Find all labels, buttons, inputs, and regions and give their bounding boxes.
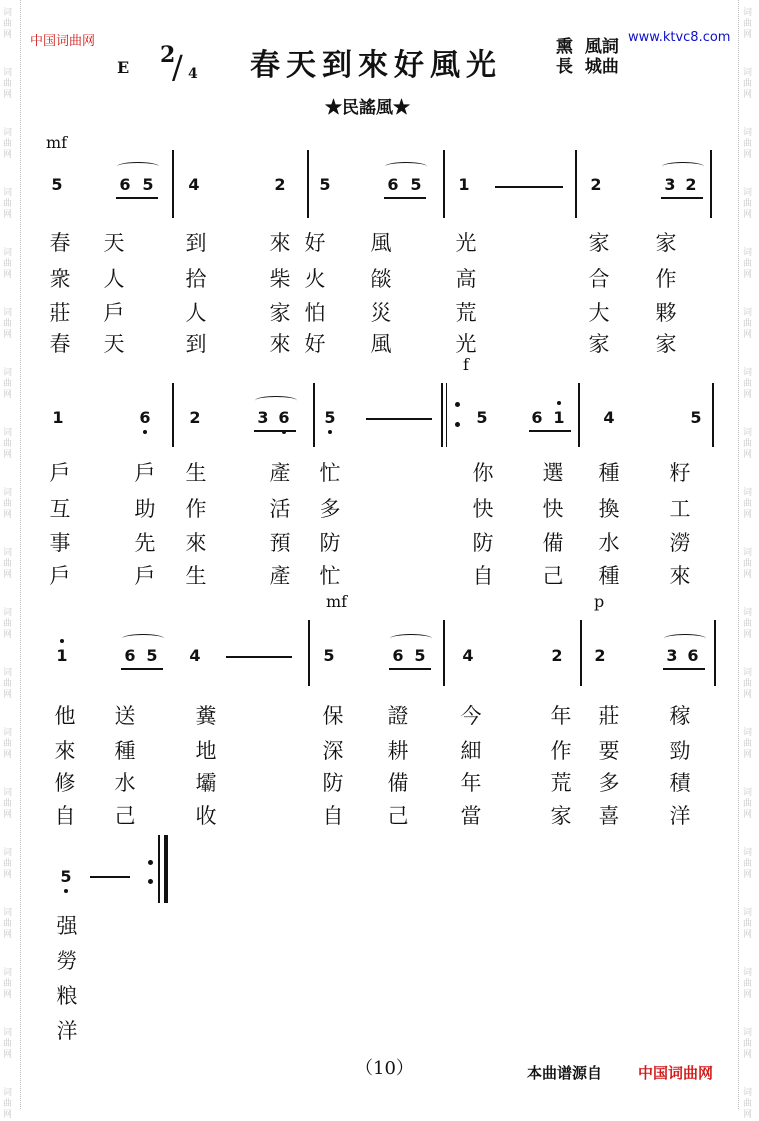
dynamic-f: f (463, 355, 469, 374)
lyric: 春 (49, 332, 71, 356)
note: 5 (142, 175, 154, 194)
barline (308, 620, 310, 686)
lyric: 當 (460, 804, 482, 828)
note: 5 (476, 408, 488, 427)
composer-credit: 長 城曲 (556, 57, 619, 77)
lyric: 壩 (195, 771, 217, 795)
lyric: 合 (588, 267, 610, 291)
lyric: 人 (185, 301, 207, 325)
lyric: 風 (370, 231, 392, 255)
watermark-glyph: 词 曲 网 (3, 848, 13, 880)
lyric: 柴 (269, 267, 291, 291)
lyric: 光 (455, 231, 477, 255)
note: 3 (666, 646, 678, 665)
barline (307, 150, 309, 218)
lyric: 互 (49, 497, 71, 521)
page-number: （10） (355, 1058, 414, 1079)
beam-underline (663, 668, 705, 670)
lyric: 家 (655, 332, 677, 356)
lyric: 生 (185, 564, 207, 588)
repeat-dot (148, 860, 153, 865)
lyric: 怕 (304, 301, 326, 325)
barline (172, 150, 174, 218)
note: 6 (272, 408, 296, 427)
repeat-dot (455, 422, 460, 427)
note: 3 (257, 408, 269, 427)
lyric: 預 (269, 531, 291, 555)
watermark-glyph: 词 曲 网 (743, 848, 753, 880)
watermark-glyph: 词 曲 网 (3, 1028, 13, 1060)
lyric: 地 (195, 739, 217, 763)
barline (714, 620, 716, 686)
barline (446, 383, 447, 447)
lyric: 要 (598, 739, 620, 763)
lyric: 種 (114, 739, 136, 763)
note: 6 (387, 175, 399, 194)
lyric: 到 (185, 231, 207, 255)
watermark-glyph: 词 曲 网 (743, 68, 753, 100)
barline (580, 620, 582, 686)
watermark-glyph: 词 曲 网 (3, 968, 13, 1000)
site-brand-left[interactable]: 中国词曲网 (30, 34, 96, 49)
watermark-glyph: 词 曲 网 (3, 188, 13, 220)
watermark-glyph: 词 曲 网 (743, 1088, 753, 1120)
lyric: 作 (185, 497, 207, 521)
lyric: 備 (542, 531, 564, 555)
lyric: 春 (49, 231, 71, 255)
lyric: 助 (134, 497, 156, 521)
time-sig-top: 2 (160, 42, 176, 68)
lyric: 保 (322, 704, 344, 728)
lyric: 來 (185, 531, 207, 555)
lyric: 戶 (134, 564, 156, 588)
watermark-glyph: 词 曲 网 (3, 788, 13, 820)
dynamic-p: p (594, 592, 605, 611)
lyric: 火 (304, 267, 326, 291)
beam-underline (389, 668, 431, 670)
lyric: 强 (56, 914, 78, 938)
lyric: 積 (669, 771, 691, 795)
slur-arc (385, 162, 427, 171)
barline (172, 383, 174, 447)
lyric: 莊 (49, 301, 71, 325)
note: 2 (594, 646, 606, 665)
watermark-glyph: 词 曲 网 (3, 1088, 13, 1120)
watermark-glyph: 词 曲 网 (743, 8, 753, 40)
note: 6 (124, 646, 136, 665)
lyric: 種 (598, 461, 620, 485)
watermark-glyph: 词 曲 网 (3, 248, 13, 280)
barline (164, 835, 168, 903)
barline (710, 150, 712, 218)
note: 1 (547, 408, 571, 427)
slur-arc (662, 162, 704, 171)
note: 2 (590, 175, 602, 194)
lyric: 他 (54, 704, 76, 728)
lyric: 忙 (319, 461, 341, 485)
lyric: 粮 (56, 984, 78, 1008)
lyric: 衆 (49, 267, 71, 291)
repeat-dot (455, 402, 460, 407)
watermark-glyph: 词 曲 网 (3, 728, 13, 760)
lyric: 戶 (103, 301, 125, 325)
site-url-right[interactable]: www.ktvc8.com (628, 30, 731, 45)
lyric: 己 (387, 804, 409, 828)
lyric: 勁 (669, 739, 691, 763)
note: 2 (274, 175, 286, 194)
lyric: 換 (598, 497, 620, 521)
note: 2 (685, 175, 697, 194)
note: 6 (531, 408, 543, 427)
lyric: 風 (370, 332, 392, 356)
watermark-glyph: 词 曲 网 (3, 128, 13, 160)
slur-arc (390, 634, 432, 643)
lyric: 選 (542, 461, 564, 485)
key-signature: E (117, 58, 130, 77)
note: 2 (189, 408, 201, 427)
lyric: 防 (319, 531, 341, 555)
lyric: 己 (542, 564, 564, 588)
lyric: 快 (542, 497, 564, 521)
watermark-glyph: 词 曲 网 (3, 368, 13, 400)
lyric: 細 (460, 739, 482, 763)
watermark-glyph: 词 曲 网 (3, 608, 13, 640)
lyric: 光 (455, 332, 477, 356)
watermark-glyph: 词 曲 网 (3, 548, 13, 580)
note: 5 (319, 175, 331, 194)
note: 6 (687, 646, 699, 665)
barline (443, 620, 445, 686)
barline (443, 150, 445, 218)
note: 6 (133, 408, 157, 427)
watermark-glyph: 词 曲 网 (743, 188, 753, 220)
watermark-glyph: 词 曲 网 (3, 68, 13, 100)
lyric: 戶 (49, 564, 71, 588)
lyric: 家 (655, 231, 677, 255)
note: 6 (119, 175, 131, 194)
lyric: 荒 (550, 771, 572, 795)
barline (712, 383, 714, 447)
lyric: 戶 (134, 461, 156, 485)
time-sig-slash: / (172, 48, 183, 86)
lyric: 天 (103, 332, 125, 356)
watermark-glyph: 词 曲 网 (3, 908, 13, 940)
lyric: 耕 (387, 739, 409, 763)
watermark-glyph: 词 曲 网 (743, 248, 753, 280)
lyric: 勞 (56, 949, 78, 973)
lyric: 你 (472, 461, 494, 485)
beam-underline (529, 430, 571, 432)
lyric: 多 (598, 771, 620, 795)
lyric: 家 (588, 332, 610, 356)
lyric: 莊 (598, 704, 620, 728)
lyric: 自 (54, 804, 76, 828)
lyric: 年 (550, 704, 572, 728)
note: 4 (462, 646, 474, 665)
lyric: 天 (103, 231, 125, 255)
beam-underline (384, 197, 426, 199)
watermark-glyph: 词 曲 网 (743, 488, 753, 520)
lyric: 好 (304, 231, 326, 255)
lyric: 夥 (655, 301, 677, 325)
note: 5 (54, 867, 78, 886)
note: 1 (50, 646, 74, 665)
watermark-glyph: 词 曲 网 (743, 608, 753, 640)
lyric: 高 (455, 267, 477, 291)
lyric: 糞 (195, 704, 217, 728)
barline (441, 383, 443, 447)
lyric: 種 (598, 564, 620, 588)
slur-arc (122, 634, 164, 643)
lyric: 己 (114, 804, 136, 828)
lyric: 拾 (185, 267, 207, 291)
lyric: 水 (598, 531, 620, 555)
lyric: 家 (269, 301, 291, 325)
style-subtitle: ★民謠風★ (325, 98, 410, 118)
note: 6 (392, 646, 404, 665)
note: 5 (410, 175, 422, 194)
note: 1 (458, 175, 470, 194)
watermark-glyph: 词 曲 网 (743, 668, 753, 700)
lyric: 產 (269, 461, 291, 485)
dynamic-mf-2: mf (326, 592, 348, 611)
note: 5 (690, 408, 702, 427)
lyric: 備 (387, 771, 409, 795)
lyric: 澇 (669, 531, 691, 555)
lyric: 洋 (56, 1019, 78, 1043)
watermark-glyph: 词 曲 网 (743, 368, 753, 400)
barline (158, 835, 160, 903)
dynamic-mf-1: mf (46, 133, 68, 152)
slur-arc (117, 162, 159, 171)
lyric: 水 (114, 771, 136, 795)
lyric: 快 (472, 497, 494, 521)
hold-dash (90, 876, 130, 878)
note: 5 (323, 646, 335, 665)
lyric: 稼 (669, 704, 691, 728)
watermark-glyph: 词 曲 网 (743, 788, 753, 820)
lyric: 工 (669, 497, 691, 521)
lyric: 荒 (455, 301, 477, 325)
lyric: 忙 (319, 564, 341, 588)
barline (578, 383, 580, 447)
beam-underline (661, 197, 703, 199)
source-label: 本曲谱源自 (527, 1064, 603, 1082)
time-sig-bottom: 4 (188, 66, 198, 82)
lyric: 來 (269, 231, 291, 255)
watermark-glyph: 词 曲 网 (743, 548, 753, 580)
lyric: 來 (269, 332, 291, 356)
barline (313, 383, 315, 447)
hold-dash (366, 418, 432, 420)
watermark-glyph: 词 曲 网 (743, 908, 753, 940)
lyric: 來 (54, 739, 76, 763)
lyric: 來 (669, 564, 691, 588)
lyric: 人 (103, 267, 125, 291)
lyric: 修 (54, 771, 76, 795)
song-title: 春天到來好風光 (250, 48, 502, 83)
lyric: 收 (195, 804, 217, 828)
note: 4 (188, 175, 200, 194)
lyric: 大 (588, 301, 610, 325)
watermark-glyph: 词 曲 网 (743, 308, 753, 340)
hold-dash (495, 186, 563, 188)
watermark-glyph: 词 曲 网 (3, 668, 13, 700)
lyric: 自 (322, 804, 344, 828)
lyric: 家 (588, 231, 610, 255)
watermark-glyph: 词 曲 网 (743, 128, 753, 160)
lyric: 喜 (598, 804, 620, 828)
note: 5 (318, 408, 342, 427)
lyric: 防 (472, 531, 494, 555)
lyric: 洋 (669, 804, 691, 828)
lyric: 自 (472, 564, 494, 588)
lyric: 戶 (49, 461, 71, 485)
beam-underline (254, 430, 296, 432)
lyric: 深 (322, 739, 344, 763)
lyric: 生 (185, 461, 207, 485)
watermark-glyph: 词 曲 网 (743, 968, 753, 1000)
beam-underline (116, 197, 158, 199)
lyric: 災 (370, 301, 392, 325)
lyric: 家 (550, 804, 572, 828)
lyric: 送 (114, 704, 136, 728)
watermark-glyph: 词 曲 网 (3, 308, 13, 340)
lyric: 到 (185, 332, 207, 356)
hold-dash (226, 656, 292, 658)
lyric: 證 (387, 704, 409, 728)
watermark-glyph: 词 曲 网 (3, 428, 13, 460)
note: 4 (189, 646, 201, 665)
note: 4 (603, 408, 615, 427)
slur-arc (255, 396, 297, 405)
lyric: 防 (322, 771, 344, 795)
note: 3 (664, 175, 676, 194)
note: 5 (146, 646, 158, 665)
note: 5 (51, 175, 63, 194)
lyric: 作 (655, 267, 677, 291)
watermark-glyph: 词 曲 网 (743, 1028, 753, 1060)
note: 5 (414, 646, 426, 665)
lyric: 好 (304, 332, 326, 356)
source-site-link[interactable]: 中国词曲网 (638, 1064, 714, 1082)
lyric: 今 (460, 704, 482, 728)
lyric: 燄 (370, 267, 392, 291)
lyricist-credit: 熏 風詞 (556, 37, 619, 57)
barline (575, 150, 577, 218)
watermark-glyph: 词 曲 网 (743, 428, 753, 460)
watermark-glyph: 词 曲 网 (3, 8, 13, 40)
watermark-glyph: 词 曲 网 (743, 728, 753, 760)
beam-underline (121, 668, 163, 670)
slur-arc (664, 634, 706, 643)
lyric: 事 (49, 531, 71, 555)
lyric: 先 (134, 531, 156, 555)
lyric: 作 (550, 739, 572, 763)
note: 2 (551, 646, 563, 665)
lyric: 多 (319, 497, 341, 521)
repeat-dot (148, 879, 153, 884)
lyric: 產 (269, 564, 291, 588)
lyric: 籽 (669, 461, 691, 485)
lyric: 活 (269, 497, 291, 521)
lyric: 年 (460, 771, 482, 795)
watermark-glyph: 词 曲 网 (3, 488, 13, 520)
note: 1 (52, 408, 64, 427)
